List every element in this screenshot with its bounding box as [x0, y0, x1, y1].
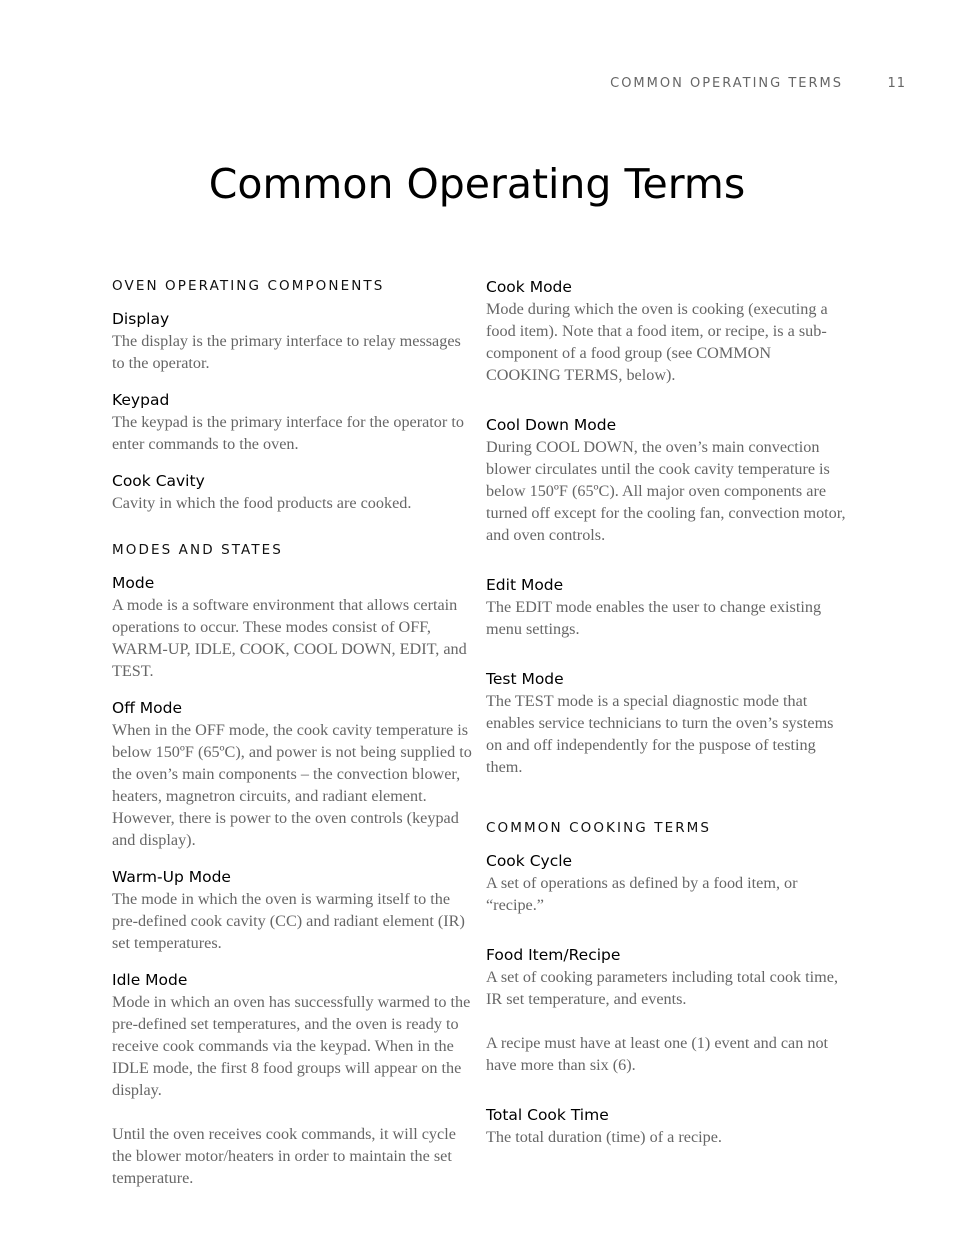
term-entry-food-item-recipe	[486, 944, 846, 1076]
term-definition: The total duration (time) of a recipe.	[486, 1128, 722, 1146]
term-entry-cook-cycle	[486, 850, 846, 916]
term-entry-mode	[112, 572, 472, 682]
term-title: Cook Cavity	[112, 472, 205, 490]
term-definition: The display is the primary interface to relay messages to the operator.	[112, 332, 461, 372]
term-definition: The keypad is the primary interface for the operator to enter commands to the oven.	[112, 413, 464, 453]
term-entry-cook-mode	[486, 276, 846, 386]
term-definition: A mode is a software environment that allows certain operations to occur. These modes consist of OFF, WARM-UP, IDLE, COOK, COOL DOWN, EDIT, and TEST.	[112, 596, 467, 680]
term-title: Food Item/Recipe	[486, 946, 621, 964]
term-definition: The EDIT mode enables the user to change existing menu settings.	[486, 598, 822, 638]
term-definition-continued: A recipe must have at least one (1) event and can not have more than six (6).	[486, 1034, 829, 1074]
term-definition: The mode in which the oven is warming itself to the pre-defined cook cavity (CC) and radiant element (IR) set temperatures.	[112, 890, 465, 952]
term-title: Cook Mode	[486, 278, 572, 296]
term-definition: When in the OFF mode, the cook cavity temperature is below 150ºF (65ºC), and power is not being supplied to the oven’s main components – the convection blower, heaters, magnetron circuits, and radiant element. However, there is power to the oven controls (keypad and display).	[112, 721, 472, 849]
term-entry-warm-up-mode	[112, 866, 472, 954]
section-heading-modes: MODES AND STATES	[112, 542, 283, 558]
term-definition: The TEST mode is a special diagnostic mode that enables service technicians to turn the oven’s systems on and off independently for the puspose of testing them.	[486, 692, 834, 776]
running-header-section: COMMON OPERATING TERMS	[610, 76, 843, 91]
section-heading-cooking: COMMON COOKING TERMS	[486, 820, 712, 836]
term-definition: A set of cooking parameters including total cook time, IR set temperature, and events.	[486, 968, 838, 1008]
left-column	[112, 276, 472, 1204]
page-number: 11	[887, 76, 906, 91]
term-entry-total-cook-time	[486, 1104, 846, 1148]
term-title: Warm-Up Mode	[112, 868, 231, 886]
term-title: Cool Down Mode	[486, 416, 617, 434]
term-definition: Cavity in which the food products are cooked.	[112, 494, 412, 512]
term-title: Off Mode	[112, 699, 183, 717]
term-title: Idle Mode	[112, 971, 188, 989]
term-entry-display	[112, 308, 472, 374]
term-title: Total Cook Time	[486, 1106, 609, 1124]
section-heading-components: OVEN OPERATING COMPONENTS	[112, 278, 385, 294]
term-definition: During COOL DOWN, the oven’s main convection blower circulates until the cook cavity temperature is below 150ºF (65ºC). All major oven components are turned off except for the cooling fan, convection motor, and oven controls.	[486, 438, 846, 544]
term-definition: Mode during which the oven is cooking (executing a food item). Note that a food item, or recipe, is a sub-component of a food group (see COMMON COOKING TERMS, below).	[486, 300, 828, 384]
term-definition-continued: Until the oven receives cook commands, it will cycle the blower motor/heaters in order to maintain the set temperature.	[112, 1125, 456, 1187]
term-entry-idle-mode	[112, 969, 472, 1189]
term-title: Display	[112, 310, 170, 328]
term-entry-edit-mode	[486, 574, 846, 640]
term-entry-off-mode	[112, 697, 472, 851]
page-title: Common Operating Terms	[208, 160, 746, 208]
term-definition: A set of operations as defined by a food item, or “recipe.”	[486, 874, 798, 914]
right-column	[486, 276, 846, 1163]
term-entry-test-mode	[486, 668, 846, 778]
term-entry-cool-down-mode	[486, 414, 846, 546]
term-title: Mode	[112, 574, 155, 592]
term-entry-keypad	[112, 389, 472, 455]
term-title: Keypad	[112, 391, 170, 409]
term-title: Edit Mode	[486, 576, 564, 594]
term-entry-cook-cavity	[112, 470, 472, 514]
term-title: Cook Cycle	[486, 852, 573, 870]
term-title: Test Mode	[486, 670, 564, 688]
term-definition: Mode in which an oven has successfully warmed to the pre-defined set temperatures, and the oven is ready to receive cook commands via the keypad. When in the IDLE mode, the first 8 food groups will appear on the display.	[112, 993, 471, 1099]
